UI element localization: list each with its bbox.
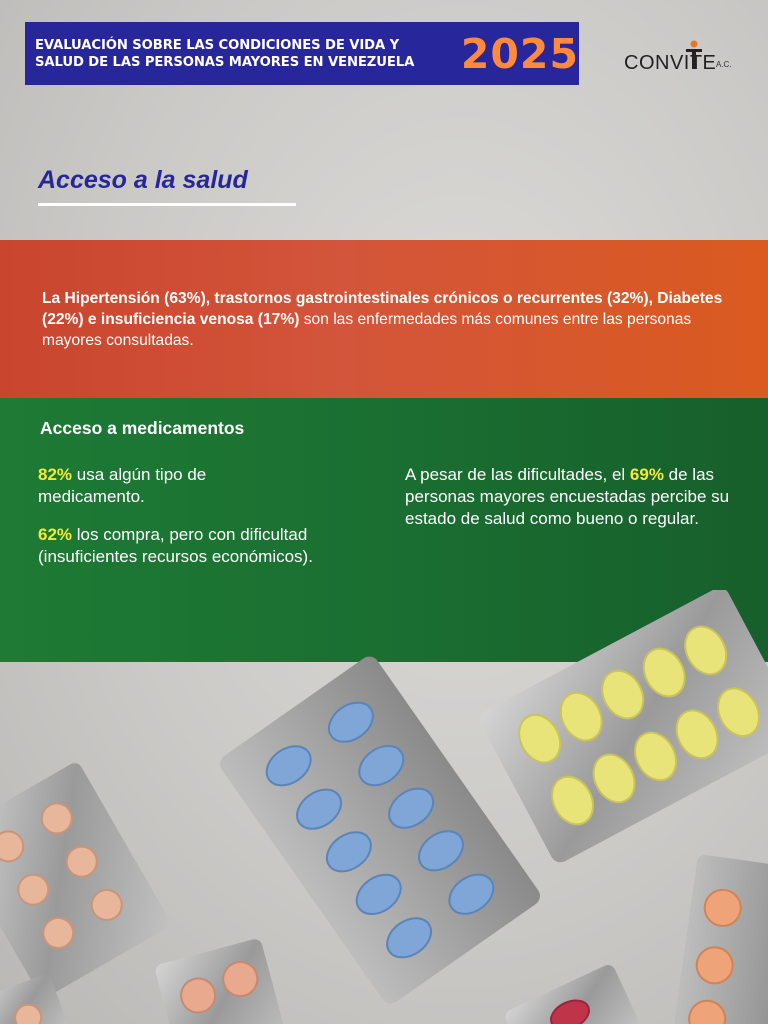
stat-medication-use [38, 464, 288, 508]
stat3-prefix: A pesar de las dificultades, el [405, 465, 630, 484]
peach-blister-left [0, 760, 172, 1000]
yellow-blister [476, 590, 768, 866]
stat2-text: los compra, pero con dificultad (insuficientes recursos económicos). [38, 525, 313, 566]
stat3-text: de las personas mayores encuestadas percibe su estado de salud como bueno o regular. [405, 465, 730, 528]
header-title-line1: EVALUACIÓN SOBRE LAS CONDICIONES DE VIDA Y [35, 37, 400, 53]
stat-purchase-difficulty [38, 524, 358, 568]
header-title-line2: SALUD DE LAS PERSONAS MAYORES EN VENEZUELA [35, 54, 415, 70]
logo-suffix: A.C. [716, 60, 732, 69]
diseases-text [42, 288, 732, 351]
header-banner [25, 22, 579, 85]
convite-logo [624, 40, 744, 80]
diseases-rest: son las enfermedades más comunes entre las personas mayores consultadas. [42, 311, 692, 349]
pill-blisters-illustration [0, 590, 768, 1024]
stat2-value: 62% [38, 525, 73, 544]
diseases-bold: La Hipertensión (63%), trastornos gastrointestinales crónicos o recurrentes (32%), Diabetes (22%) e insuficiencia venosa (17%) [42, 290, 723, 328]
stat1-text: usa algún tipo de medicamento. [38, 465, 207, 506]
title-underline [38, 203, 296, 206]
stat-health-perception [405, 464, 740, 530]
header-year: 2025 [460, 29, 579, 78]
blue-blister [216, 653, 544, 1008]
header-title [25, 37, 455, 71]
orange-blister-right [670, 854, 768, 1024]
stat3-value: 69% [629, 465, 664, 484]
red-blister-bottom [503, 962, 641, 1024]
logo-name: CONVITE [624, 52, 717, 74]
stat1-value: 82% [38, 465, 73, 484]
peach-blister-bottom [154, 937, 289, 1024]
medications-title: Acceso a medicamentos [40, 418, 245, 438]
section-title: Acceso a la salud [38, 166, 248, 194]
